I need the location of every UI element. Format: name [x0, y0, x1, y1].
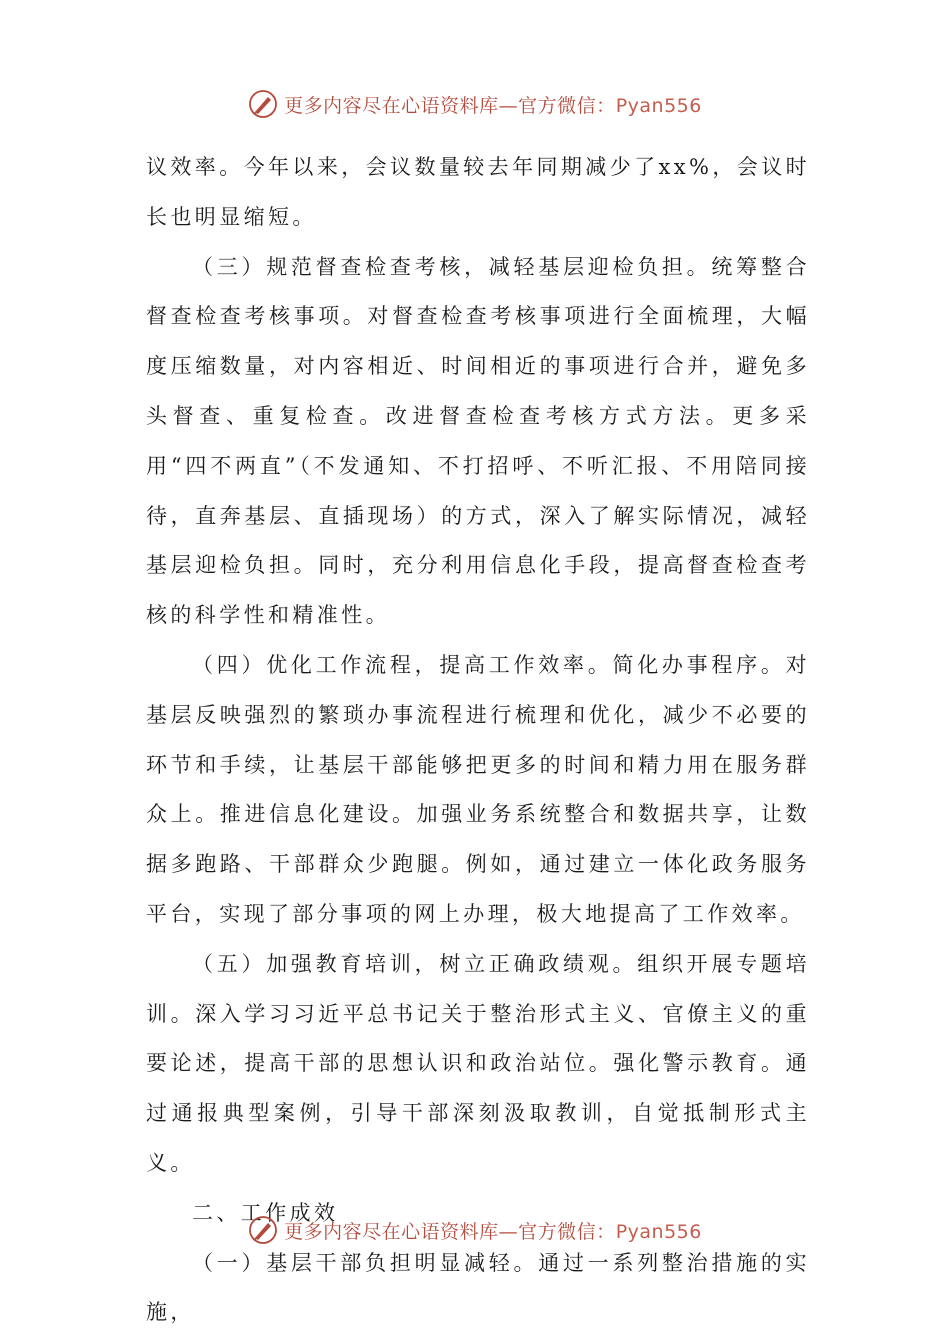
banner-label: 官方微信：	[518, 1220, 616, 1243]
banner-dash: —	[498, 94, 519, 117]
banner-label: 官方微信：	[518, 94, 616, 117]
pen-logo-icon	[248, 1215, 278, 1245]
document-body	[146, 143, 810, 1338]
banner-prefix: 更多内容尽在心语资料库	[284, 1220, 499, 1243]
pen-logo-icon	[248, 89, 278, 119]
banner-account: Pyan556	[615, 1220, 702, 1243]
footer-banner	[0, 1212, 950, 1248]
header-banner	[0, 86, 950, 122]
paragraph-section-3: （三）规范督查检查考核，减轻基层迎检负担。统筹整合督查检查考核事项。对督查检查考核事项进行全面梳理，大幅度压缩数量，对内容相近、时间相近的事项进行合并，避免多头督查、重复检查。改进督查检查考核方式方法。更多采用“四不两直”（不发通知、不打招呼、不听汇报、不用陪同接待，直奔基层、直插现场）的方式，深入了解实际情况，减轻基层迎检负担。同时，充分利用信息化手段，提高督查检查考核的科学性和精准性。	[146, 254, 810, 628]
paragraph-section-4: （四）优化工作流程，提高工作效率。简化办事程序。对基层反映强烈的繁琐办事流程进行梳理和优化，减少不必要的环节和手续，让基层干部能够把更多的时间和精力用在服务群众上。推进信息化建设。加强业务系统整合和数据共享，让数据多跑路、干部群众少跑腿。例如，通过建立一体化政务服务平台，实现了部分事项的网上办理，极大地提高了工作效率。	[146, 652, 810, 926]
banner-account: Pyan556	[615, 94, 702, 117]
banner-text	[284, 1217, 702, 1244]
banner-dash: —	[498, 1220, 519, 1243]
banner-prefix: 更多内容尽在心语资料库	[284, 94, 499, 117]
heading-work-results: 二、工作成效	[192, 1200, 339, 1225]
paragraph-result-1: （一）基层干部负担明显减轻。通过一系列整治措施的实施，	[146, 1250, 810, 1325]
banner-text	[284, 91, 702, 118]
paragraph-section-5: （五）加强教育培训，树立正确政绩观。组织开展专题培训。深入学习习近平总书记关于整治形式主义、官僚主义的重要论述，提高干部的思想认识和政治站位。强化警示教育。通过通报典型案例，引导干部深刻汲取教训，自觉抵制形式主义。	[146, 951, 810, 1175]
paragraph-continuation: 议效率。今年以来，会议数量较去年同期减少了xx%，会议时长也明显缩短。	[146, 155, 810, 229]
